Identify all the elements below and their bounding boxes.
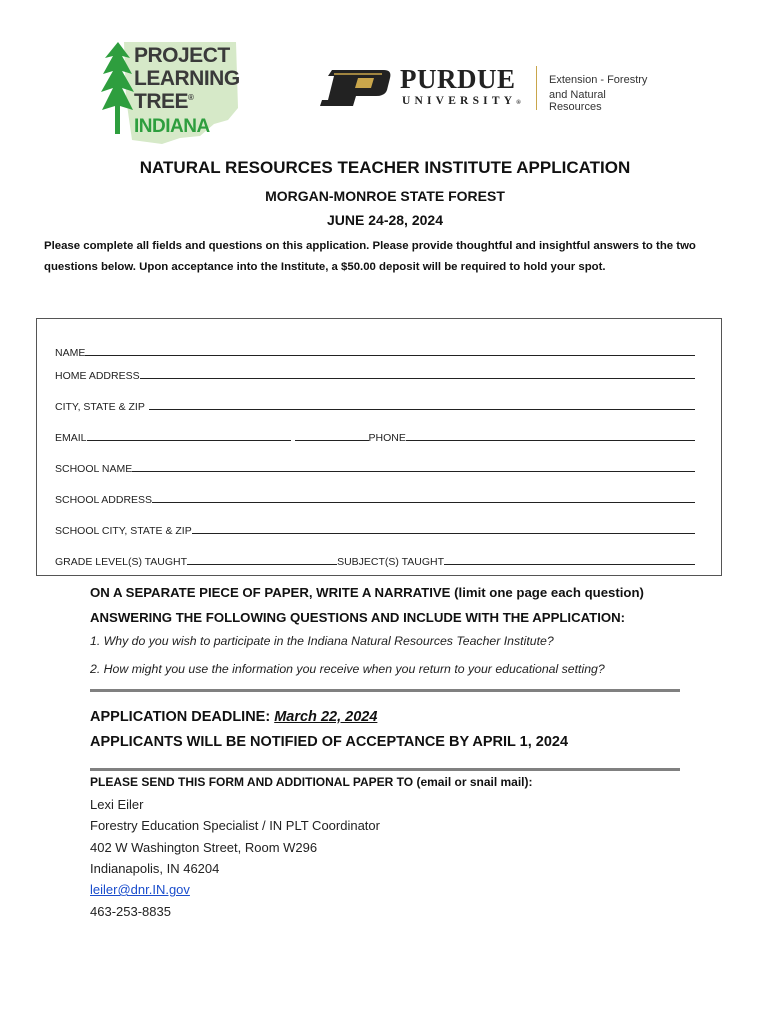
home-address-blank[interactable] [140, 378, 695, 379]
purdue-p-icon [318, 68, 392, 108]
contact-phone: 463-253-8835 [90, 904, 171, 919]
subjects-blank[interactable] [444, 564, 695, 565]
plt-line-learning: LEARNING [134, 67, 240, 90]
grade-levels-blank[interactable] [187, 564, 337, 565]
school-city-blank[interactable] [192, 533, 695, 534]
plt-registered-mark: ® [188, 93, 194, 102]
subjects-label: SUBJECT(S) TAUGHT [337, 556, 445, 568]
narrative-instruction-2: ANSWERING THE FOLLOWING QUESTIONS AND INCLUDE WITH THE APPLICATION: [90, 610, 626, 625]
application-deadline [90, 709, 377, 725]
city-state-zip-blank[interactable] [149, 409, 695, 410]
school-address-label: SCHOOL ADDRESS [55, 494, 153, 506]
school-name-label: SCHOOL NAME [55, 463, 133, 475]
dates-subtitle: JUNE 24-28, 2024 [327, 212, 443, 228]
tree-icon [100, 40, 136, 136]
school-name-blank[interactable] [132, 471, 695, 472]
purdue-university-text: UNIVERSITY [402, 95, 517, 107]
contact-name: Lexi Eiler [90, 797, 144, 812]
contact-city: Indianapolis, IN 46204 [90, 861, 220, 876]
school-city-field[interactable] [55, 521, 695, 537]
school-city-label: SCHOOL CITY, STATE & ZIP [55, 525, 192, 537]
school-address-blank[interactable] [152, 502, 695, 503]
question-2: 2. How might you use the information you receive when you return to your educational setting? [90, 662, 605, 676]
narrative-instruction-1: ON A SEPARATE PIECE OF PAPER, WRITE A NARRATIVE (limit one page each question) [90, 585, 644, 600]
question-1: 1. Why do you wish to participate in the Indiana Natural Resources Teacher Institute? [90, 634, 554, 648]
school-address-field[interactable] [55, 490, 695, 506]
contact-email-link[interactable]: leiler@dnr.IN.gov [90, 882, 190, 897]
phone-blank[interactable] [406, 440, 695, 441]
purdue-wordmark: PURDUE [400, 64, 516, 94]
contact-street: 402 W Washington Street, Room W296 [90, 840, 318, 855]
location-subtitle: MORGAN-MONROE STATE FOREST [265, 188, 505, 204]
intro-paragraph: Please complete all fields and questions on this application. Please provide thoughtful and insightful answers to the two questions below. Upon acceptance into the Institute, a $50.00 deposit will be required to hold your spot. [44, 240, 696, 273]
send-to-heading: PLEASE SEND THIS FORM AND ADDITIONAL PAPER TO (email or snail mail): [90, 775, 533, 789]
plt-line-indiana: INDIANA [134, 116, 210, 137]
applicant-info-box [36, 318, 722, 576]
deadline-date: March 22, 2024 [274, 709, 378, 725]
logo-divider [536, 66, 537, 110]
plt-indiana-logo [96, 38, 246, 146]
city-state-zip-field[interactable] [55, 397, 695, 413]
plt-line-tree [134, 90, 193, 114]
plt-tree-text: TREE [134, 90, 189, 113]
home-address-field[interactable] [55, 366, 695, 382]
name-label: NAME [55, 347, 86, 359]
email-label: EMAIL [55, 432, 87, 444]
name-blank[interactable] [85, 355, 695, 356]
page-title: NATURAL RESOURCES TEACHER INSTITUTE APPLICATION [139, 158, 631, 177]
purdue-registered-mark: ® [516, 100, 521, 106]
email-blank[interactable] [87, 440, 291, 441]
school-name-field[interactable] [55, 459, 695, 475]
email-blank-2[interactable] [295, 440, 369, 441]
section-divider [90, 768, 680, 771]
phone-label: PHONE [368, 432, 406, 444]
purdue-extension-logo [318, 64, 658, 116]
plt-line-project: PROJECT [134, 44, 230, 67]
notification-date: APPLICANTS WILL BE NOTIFIED OF ACCEPTANCE BY APRIL 1, 2024 [90, 734, 569, 750]
home-address-label: HOME ADDRESS [55, 370, 140, 382]
extension-line-2: and Natural Resources [549, 89, 606, 113]
email-phone-field[interactable] [55, 428, 695, 444]
city-state-zip-label: CITY, STATE & ZIP [55, 401, 145, 413]
extension-line-1: Extension - Forestry [549, 74, 648, 86]
contact-role: Forestry Education Specialist / IN PLT Coordinator [90, 818, 380, 833]
deadline-label: APPLICATION DEADLINE: [90, 709, 275, 725]
name-field[interactable] [55, 343, 695, 359]
grade-levels-label: GRADE LEVEL(S) TAUGHT [55, 556, 188, 568]
section-divider [90, 689, 680, 692]
purdue-university [402, 95, 521, 107]
grade-subject-field[interactable] [55, 552, 695, 568]
